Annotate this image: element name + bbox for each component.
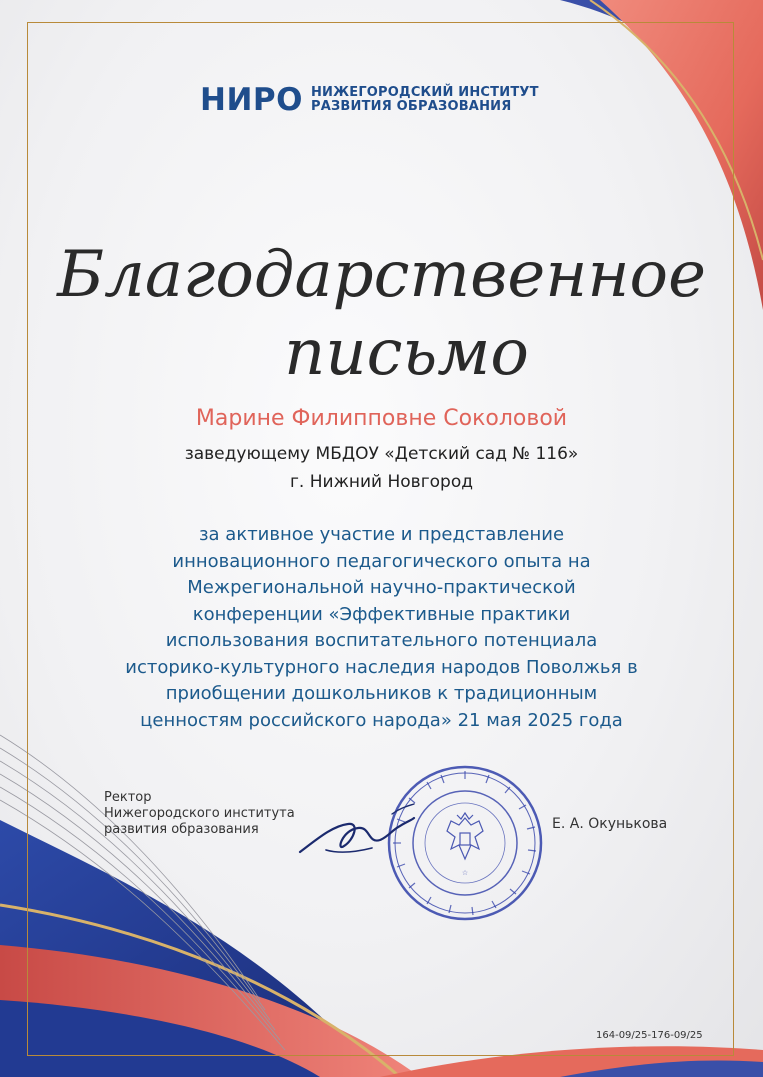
body-line: ценностям российского народа» 21 мая 2025 года: [140, 709, 623, 731]
recipient-city: г. Нижний Новгород: [290, 472, 473, 492]
signer-title-line-2: Нижегородского института: [104, 806, 295, 821]
recipient-name: Марине Филипповне Соколовой: [195, 406, 568, 431]
logo-line-1: НИЖЕГОРОДСКИЙ ИНСТИТУТ: [310, 85, 539, 100]
logo-text: [311, 86, 539, 114]
signer-title: [104, 790, 295, 838]
signer-title-line-1: Ректор: [104, 790, 152, 805]
signer-title-line-3: развития образования: [104, 822, 259, 837]
body-line: конференции «Эффективные практики: [192, 603, 571, 625]
title-line-1: Благодарственное: [57, 238, 706, 312]
handwritten-signature: [296, 800, 416, 870]
title-line-2: письмо: [284, 316, 529, 390]
body-line: историко-культурного наследия народов Поволжья в: [125, 656, 638, 678]
body-line: за активное участие и представление: [198, 524, 565, 545]
niro-logo: [200, 82, 539, 118]
body-line: использования воспитательного потенциала: [165, 630, 598, 651]
recipient-position: заведующему МБДОУ «Детский сад № 116»: [184, 444, 579, 464]
logo-line-2: РАЗВИТИЯ ОБРАЗОВАНИЯ: [310, 99, 512, 114]
body-line: Межрегиональной научно-практической: [187, 577, 576, 598]
body-line: приобщении дошкольников к традиционным: [165, 683, 598, 704]
signer-name: Е. А. Окунькова: [552, 816, 668, 832]
eagle-emblem-icon: [447, 813, 483, 859]
document-number: 164-09/25-176-09/25: [596, 1030, 703, 1041]
logo-mark: НИРО: [200, 82, 303, 118]
svg-text:☆: ☆: [461, 869, 469, 877]
body-line: инновационного педагогического опыта на: [172, 550, 591, 572]
gratitude-text: [80, 522, 683, 734]
